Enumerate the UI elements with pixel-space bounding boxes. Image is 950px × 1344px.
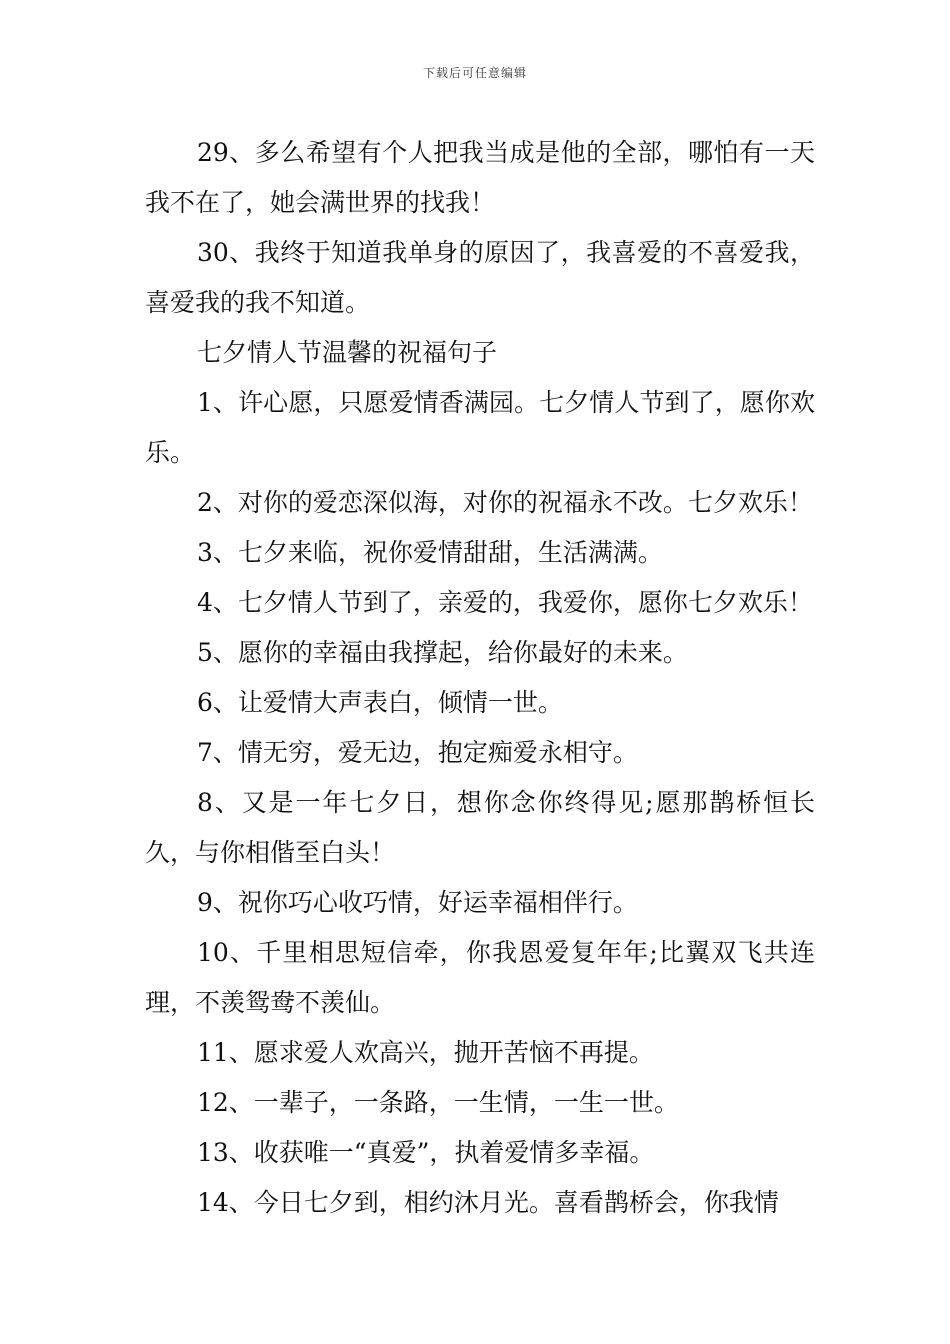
- section-heading: 七夕情人节温馨的祝福句子: [197, 338, 498, 367]
- paragraph-4: 4、七夕情人节到了，亲爱的，我爱你，愿你七夕欢乐！: [197, 588, 813, 617]
- paragraph-7: 7、情无穷，爱无边，抱定痴爱永相守。: [197, 738, 638, 767]
- paragraph-11: 11、愿求爱人欢高兴，抛开苦恼不再提。: [197, 1038, 654, 1067]
- paragraph-29: 29、多么希望有个人把我当成是他的全部，哪怕有一天我不在了，她会满世界的找我！: [145, 138, 815, 217]
- paragraph-13: 13、收获唯一“真爱”，执着爱情多幸福。: [197, 1138, 655, 1167]
- document-body: [145, 128, 815, 1228]
- paragraph-14: 14、今日七夕到，相约沐月光。喜看鹊桥会，你我情: [197, 1188, 779, 1217]
- paragraph-6: 6、让爱情大声表白，倾情一世。: [197, 688, 563, 717]
- paragraph-10: 10、千里相思短信牵，你我恩爱复年年;比翼双飞共连理，不羡鸳鸯不羡仙。: [145, 938, 815, 1017]
- paragraph-5: 5、愿你的幸福由我撑起，给你最好的未来。: [197, 638, 688, 667]
- paragraph-1: 1、许心愿，只愿爱情香满园。七夕情人节到了，愿你欢乐。: [145, 388, 815, 467]
- paragraph-8: 8、又是一年七夕日，想你念你终得见;愿那鹊桥恒长久，与你相偕至白头！: [145, 788, 815, 867]
- paragraph-2: 2、对你的爱恋深似海，对你的祝福永不改。七夕欢乐！: [197, 488, 813, 517]
- paragraph-30: 30、我终于知道我单身的原因了，我喜爱的不喜爱我，喜爱我的我不知道。: [145, 238, 815, 317]
- paragraph-12: 12、一辈子，一条路，一生情，一生一世。: [197, 1088, 679, 1117]
- paragraph-9: 9、祝你巧心收巧情，好运幸福相伴行。: [197, 888, 638, 917]
- page-header: 下载后可任意编辑: [422, 66, 527, 80]
- paragraph-3: 3、七夕来临，祝你爱情甜甜，生活满满。: [197, 538, 663, 567]
